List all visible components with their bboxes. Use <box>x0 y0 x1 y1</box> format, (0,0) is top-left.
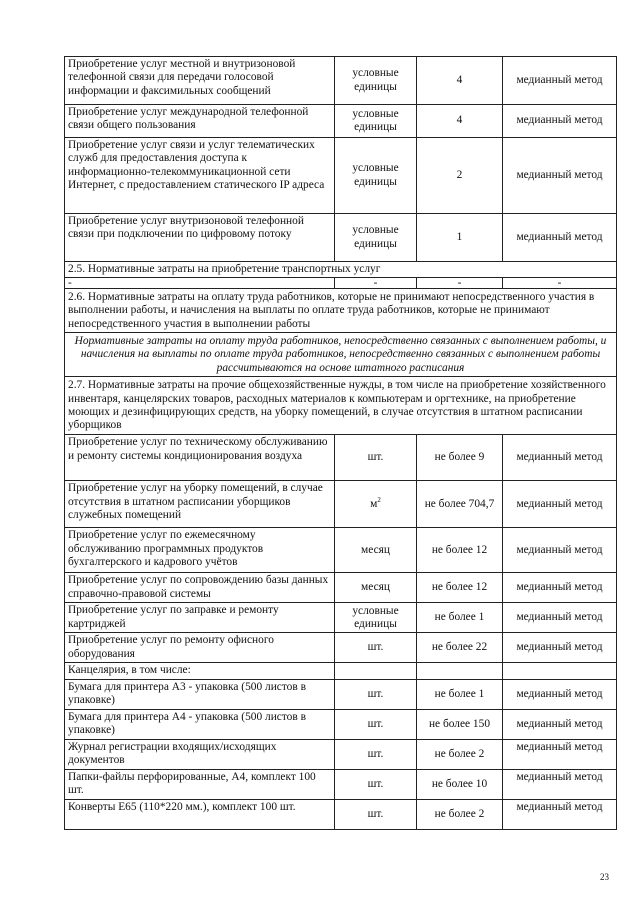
table-row <box>65 528 617 573</box>
section-2-6-heading: 2.6. Нормативные затраты на оплату труда работников, которые не принимают непосредственного участия в выполнении работы, и начисления на выплаты по оплате труда работников, которые не принимают непосредственного участия в выполнении работы <box>65 289 617 333</box>
method-cell: медианный метод <box>503 57 617 105</box>
table-row <box>65 573 617 603</box>
unit-cell: шт. <box>335 679 417 709</box>
item-name-cell: Конверты Е65 (110*220 мм.), комплект 100 шт. <box>65 799 335 829</box>
method-cell: медианный метод <box>503 528 617 573</box>
method-cell: медианный метод <box>503 679 617 709</box>
table-row <box>65 739 617 769</box>
method-cell: медианный метод <box>503 138 617 214</box>
service-name-cell: Приобретение услуг местной и внутризоновой телефонной связи для передачи голосовой информации и факсимильных сообщений <box>65 57 335 105</box>
table-row <box>65 603 617 633</box>
quantity-cell: не более 1 <box>417 603 503 633</box>
unit-cell: условные единицы <box>335 603 417 633</box>
empty-cell <box>335 663 417 679</box>
unit-superscript: 2 <box>377 495 381 504</box>
quantity-cell: 4 <box>417 57 503 105</box>
quantity-cell: не более 2 <box>417 739 503 769</box>
service-name-cell: Приобретение услуг по сопровождению базы данных справочно-правовой системы <box>65 573 335 603</box>
unit-cell: условные единицы <box>335 105 417 138</box>
unit-cell: месяц <box>335 528 417 573</box>
quantity-cell: не более 22 <box>417 633 503 663</box>
quantity-cell: не более 150 <box>417 709 503 739</box>
quantity-cell: не более 9 <box>417 435 503 481</box>
unit-cell: шт. <box>335 769 417 799</box>
unit-cell <box>335 481 417 528</box>
section-heading-row <box>65 289 617 333</box>
unit-cell: условные единицы <box>335 57 417 105</box>
quantity-cell: не более 12 <box>417 528 503 573</box>
service-name-cell: Приобретение услуг на уборку помещений, в случае отсутствия в штатном расписании уборщиков служебных помещений <box>65 481 335 528</box>
service-name-cell: Приобретение услуг международной телефонной связи общего пользования <box>65 105 335 138</box>
quantity-cell: 4 <box>417 105 503 138</box>
method-cell: медианный метод <box>503 739 617 769</box>
stationery-label: Канцелярия, в том числе: <box>65 663 335 679</box>
dash-cell: - <box>417 278 503 289</box>
section-heading-row <box>65 377 617 435</box>
item-name-cell: Бумага для принтера А3 - упаковка (500 листов в упаковке) <box>65 679 335 709</box>
table-row <box>65 709 617 739</box>
service-name-cell: Приобретение услуг связи и услуг телематических служб для предоставления доступа к информационно-телекоммуникационной сети Интернет, с предоставлением статического IP адреса <box>65 138 335 214</box>
table-row <box>65 138 617 214</box>
table-row <box>65 633 617 663</box>
unit-cell: шт. <box>335 799 417 829</box>
method-cell: медианный метод <box>503 633 617 663</box>
method-cell: медианный метод <box>503 573 617 603</box>
service-name-cell: Приобретение услуг по ремонту офисного оборудования <box>65 633 335 663</box>
method-cell: медианный метод <box>503 799 617 829</box>
unit-cell: условные единицы <box>335 214 417 262</box>
unit-cell: шт. <box>335 739 417 769</box>
dash-cell: - <box>335 278 417 289</box>
method-cell: медианный метод <box>503 769 617 799</box>
method-cell: медианный метод <box>503 603 617 633</box>
unit-cell: шт. <box>335 633 417 663</box>
norms-table <box>64 56 617 830</box>
table-row <box>65 57 617 105</box>
item-name-cell: Бумага для принтера А4 - упаковка (500 листов в упаковке) <box>65 709 335 739</box>
quantity-cell: не более 1 <box>417 679 503 709</box>
table-row <box>65 679 617 709</box>
quantity-cell: не более 12 <box>417 573 503 603</box>
quantity-cell: не более 704,7 <box>417 481 503 528</box>
section-note-row <box>65 333 617 377</box>
quantity-cell: 1 <box>417 214 503 262</box>
section-2-6-note: Нормативные затраты на оплату труда работников, непосредственно связанных с выполнением работы, и начисления на выплаты по оплате труда работников, непосредственно связанных с выполнением работы рассчитываются на основе штатного расписания <box>65 333 617 377</box>
section-2-5-heading: 2.5. Нормативные затраты на приобретение транспортных услуг <box>65 262 617 278</box>
unit-text: м <box>370 497 378 510</box>
quantity-cell: 2 <box>417 138 503 214</box>
method-cell: медианный метод <box>503 481 617 528</box>
method-cell: медианный метод <box>503 214 617 262</box>
table-row <box>65 105 617 138</box>
method-cell: медианный метод <box>503 105 617 138</box>
table-row <box>65 799 617 829</box>
method-cell: медианный метод <box>503 435 617 481</box>
empty-cell <box>417 663 503 679</box>
method-cell: медианный метод <box>503 709 617 739</box>
unit-cell: месяц <box>335 573 417 603</box>
item-name-cell: Журнал регистрации входящих/исходящих документов <box>65 739 335 769</box>
dash-cell: - <box>503 278 617 289</box>
subsection-row <box>65 663 617 679</box>
table-row <box>65 435 617 481</box>
table-row <box>65 769 617 799</box>
service-name-cell: Приобретение услуг внутризоновой телефонной связи при подключении по цифровому потоку <box>65 214 335 262</box>
unit-cell: шт. <box>335 435 417 481</box>
empty-dash-row <box>65 278 617 289</box>
quantity-cell: не более 10 <box>417 769 503 799</box>
page-number: 23 <box>600 872 609 882</box>
item-name-cell: Папки-файлы перфорированные, А4, комплект 100 шт. <box>65 769 335 799</box>
service-name-cell: Приобретение услуг по заправке и ремонту картриджей <box>65 603 335 633</box>
quantity-cell: не более 2 <box>417 799 503 829</box>
section-heading-row <box>65 262 617 278</box>
empty-cell <box>503 663 617 679</box>
unit-cell: шт. <box>335 709 417 739</box>
table-row <box>65 214 617 262</box>
service-name-cell: Приобретение услуг по техническому обслуживанию и ремонту системы кондиционирования воздуха <box>65 435 335 481</box>
unit-cell: условные единицы <box>335 138 417 214</box>
section-2-7-heading: 2.7. Нормативные затраты на прочие общехозяйственные нужды, в том числе на приобретение хозяйственного инвентаря, канцелярских товаров, расходных материалов к компьютерам и оргтехнике, на приобретение моющих и дезинфицирующих средств, на уборку помещений, в случае отсутствия в штатном расписании уборщиков <box>65 377 617 435</box>
service-name-cell: Приобретение услуг по ежемесячному обслуживанию программных продуктов бухгалтерского и кадрового учётов <box>65 528 335 573</box>
dash-cell: - <box>65 278 335 289</box>
table-row <box>65 481 617 528</box>
